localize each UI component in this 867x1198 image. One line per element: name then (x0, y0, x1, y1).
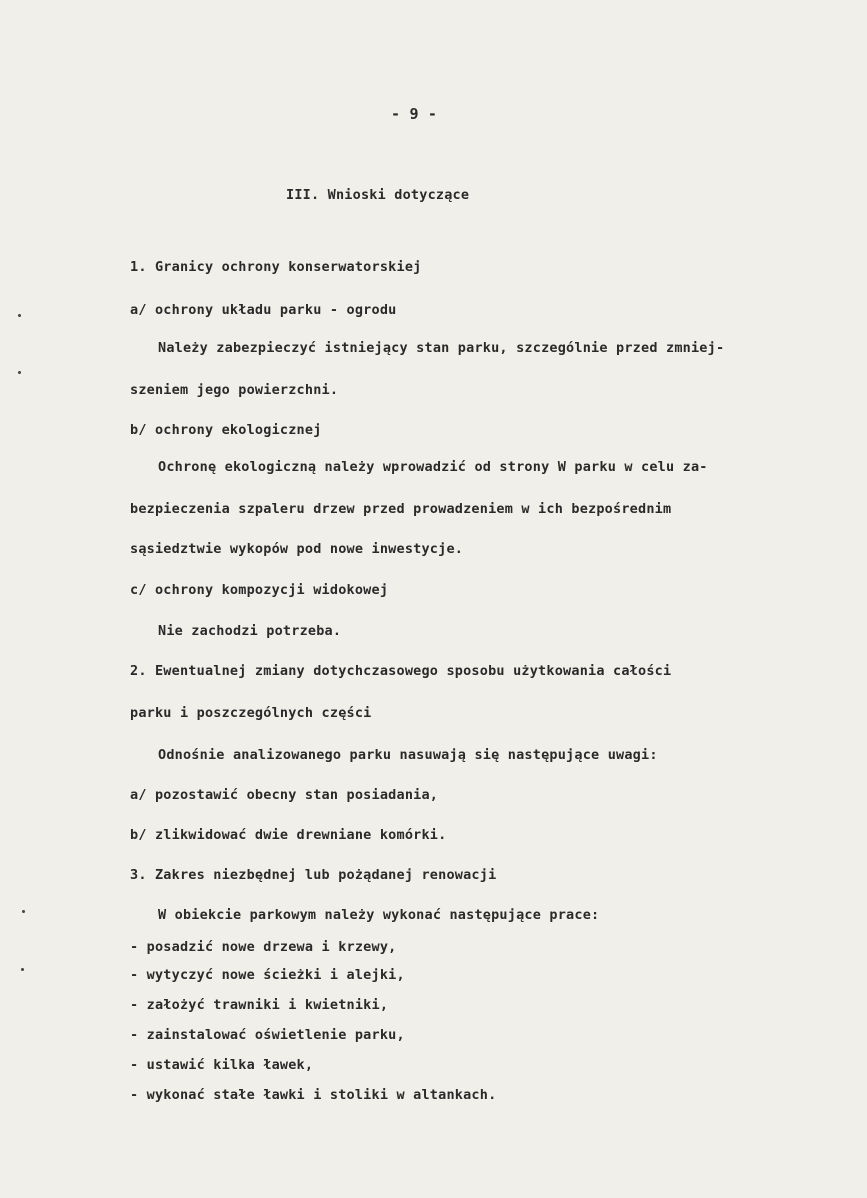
text-line: a/ ochrony układu parku - ogrodu (130, 302, 397, 318)
text-line: - posadzić nowe drzewa i krzewy, (130, 939, 397, 955)
text-line: - założyć trawniki i kwietniki, (130, 997, 389, 1013)
text-line: 1. Granicy ochrony konserwatorskiej (130, 259, 422, 275)
text-line: 2. Ewentualnej zmiany dotychczasowego sposobu użytkowania całości (130, 663, 672, 679)
margin-speck (21, 968, 24, 971)
text-line: - wykonać stałe ławki i stoliki w altankach. (130, 1087, 497, 1103)
text-line: Odnośnie analizowanego parku nasuwają się następujące uwagi: (158, 747, 658, 763)
text-line: sąsiedztwie wykopów pod nowe inwestycje. (130, 541, 464, 557)
margin-speck (18, 314, 21, 317)
text-line: - wytyczyć nowe ścieżki i alejki, (130, 967, 405, 983)
text-line: a/ pozostawić obecny stan posiadania, (130, 787, 439, 803)
text-line: - zainstalować oświetlenie parku, (130, 1027, 405, 1043)
text-line: parku i poszczególnych części (130, 705, 372, 721)
text-line: Nie zachodzi potrzeba. (158, 623, 342, 639)
text-line: b/ zlikwidować dwie drewniane komórki. (130, 827, 447, 843)
margin-speck (18, 371, 21, 374)
text-line: Ochronę ekologiczną należy wprowadzić od strony W parku w celu za- (158, 459, 708, 475)
page-number: - 9 - (391, 105, 438, 123)
text-line: 3. Zakres niezbędnej lub pożądanej renowacji (130, 867, 497, 883)
text-line: szeniem jego powierzchni. (130, 382, 339, 398)
text-line: bezpieczenia szpaleru drzew przed prowadzeniem w ich bezpośrednim (130, 501, 672, 517)
margin-speck (22, 910, 25, 913)
section-heading: III. Wnioski dotyczące (286, 187, 470, 203)
text-line: b/ ochrony ekologicznej (130, 422, 322, 438)
text-line: W obiekcie parkowym należy wykonać następujące prace: (158, 907, 600, 923)
text-line: Należy zabezpieczyć istniejący stan parku, szczególnie przed zmniej- (158, 340, 725, 356)
text-line: c/ ochrony kompozycji widokowej (130, 582, 389, 598)
text-line: - ustawić kilka ławek, (130, 1057, 314, 1073)
